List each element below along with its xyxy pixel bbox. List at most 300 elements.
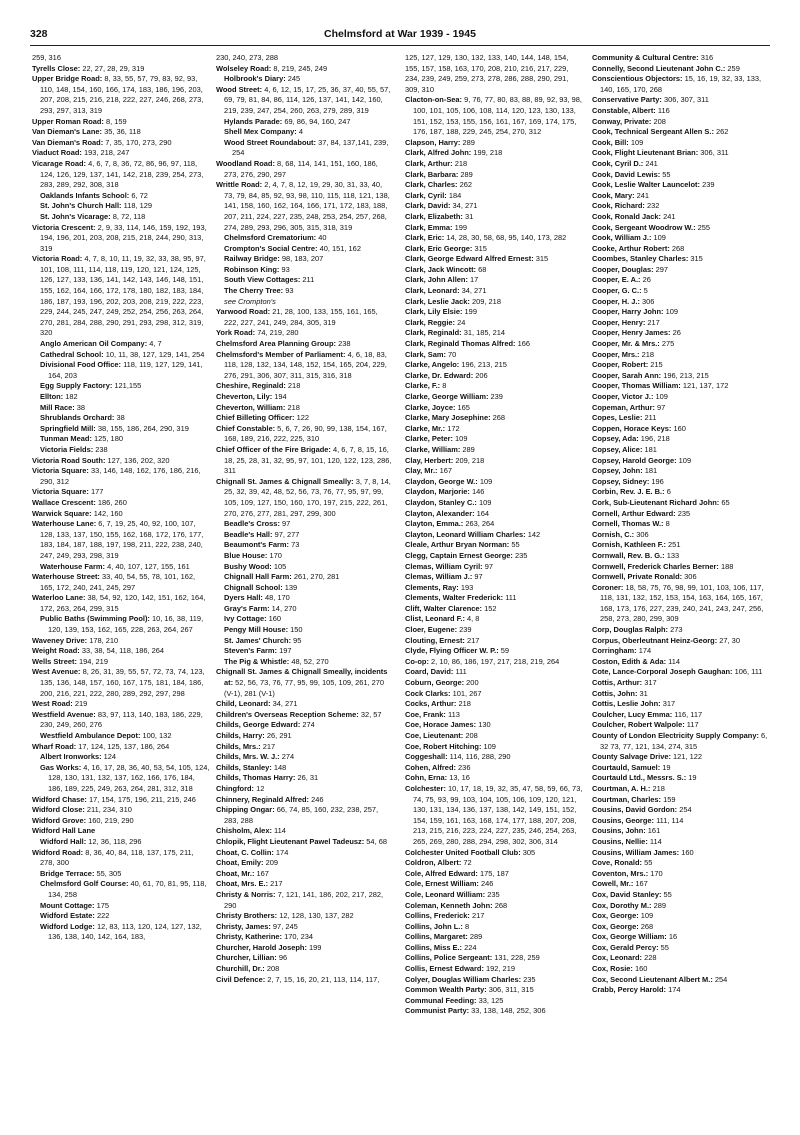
entry-heading: Cox, David Stanley: <box>592 889 662 899</box>
index-entry <box>592 943 774 954</box>
entry-pages: 211 <box>644 413 657 423</box>
entry-pages: 317 <box>662 699 676 709</box>
entry-pages: 35, 36, 118 <box>104 127 141 137</box>
index-subentry <box>32 434 210 445</box>
entry-heading: Van Dieman's Road: <box>32 137 104 147</box>
entry-heading: Widford Grove: <box>32 815 87 825</box>
index-entry <box>592 869 774 880</box>
entry-pages: 194, 219 <box>79 656 108 666</box>
entry-heading: Clark, Reginald Thomas Alfred: <box>405 339 516 349</box>
index-entry <box>405 1006 583 1017</box>
entry-heading: Cornell, Arthur Edward: <box>592 508 676 518</box>
entry-heading: Clemas, William J.: <box>405 572 473 582</box>
index-subentry <box>32 922 210 943</box>
entry-pages: 275 <box>661 339 675 349</box>
entry-pages: 21, 28, 100, 133, 155, 161, 165, 222, 227, 241, 249, 284, 305, 319 <box>224 307 378 327</box>
entry-pages: 27, 30 <box>719 635 740 645</box>
entry-heading: Clark, Jack Wincott: <box>405 264 477 274</box>
entry-heading: Chignall St. James & Chignall Smeally: <box>216 476 354 486</box>
index-entry <box>592 64 774 75</box>
entry-heading: Childs, Stanley: <box>216 762 272 772</box>
entry-pages: 206 <box>475 370 488 380</box>
entry-heading: Cousins, Nellie: <box>592 836 648 846</box>
entry-pages: 200 <box>466 678 479 688</box>
page-number: 328 <box>30 28 48 40</box>
entry-pages: 55 <box>662 169 671 179</box>
entry-heading: Waveney Drive: <box>32 635 88 645</box>
index-entry <box>216 975 394 986</box>
index-subentry <box>216 127 394 138</box>
index-entry <box>592 773 774 784</box>
entry-pages: 8, 68, 114, 141, 151, 160, 186, 273, 276, 290, 297 <box>224 158 378 179</box>
index-entry <box>32 657 210 668</box>
index-entry <box>405 318 583 329</box>
entry-pages: 52, 56, 73, 76, 77, 95, 99, 105, 109, 261, 270 (V-1), 281 (V-1) <box>224 678 385 698</box>
entry-pages: 8, 219, 245, 249 <box>273 63 328 73</box>
index-column-1 <box>32 53 210 943</box>
entry-pages: 4, 6, 7, 8, 15, 16, 18, 25, 28, 31, 32, 95, 97, 101, 120, 122, 123, 286, 311 <box>224 444 392 476</box>
index-entry <box>216 350 394 382</box>
entry-pages: 152 <box>484 603 497 613</box>
entry-pages: 121,155 <box>114 381 142 391</box>
entry-pages: 164 <box>476 508 490 518</box>
entry-pages: 193, 218, 247 <box>83 148 130 158</box>
index-entry <box>592 138 774 149</box>
entry-pages: 33, 125 <box>478 995 504 1005</box>
index-entry <box>592 667 774 678</box>
index-entry <box>592 583 774 625</box>
index-entry <box>32 254 210 339</box>
entry-pages: 239 <box>490 392 503 401</box>
entry-heading: Clayton, Emma.: <box>405 519 464 529</box>
entry-heading: Corringham: <box>592 646 637 656</box>
index-entry <box>216 953 394 964</box>
entry-heading: Van Dieman's Lane: <box>32 127 102 137</box>
index-entry <box>592 424 774 435</box>
entry-heading: Gas Works: <box>40 762 82 772</box>
entry-heading: Claydon, Marjorie: <box>405 487 470 497</box>
entry-heading: Christy Brothers: <box>216 911 278 921</box>
entry-heading: Wharf Road: <box>32 741 77 751</box>
entry-pages: 254 <box>714 974 728 984</box>
entry-heading: Cohen, Alfred: <box>405 762 456 772</box>
index-entry <box>592 328 774 339</box>
entry-pages: 26 <box>672 328 681 338</box>
entry-heading: Cousins, George: <box>592 815 654 825</box>
entry-heading: Widford Close: <box>32 805 85 815</box>
entry-pages: 148 <box>273 762 287 772</box>
entry-heading: Cook, Sergeant Woodrow W.: <box>592 222 696 232</box>
entry-pages: 109 <box>479 497 492 507</box>
entry-heading: Childs, Harry: <box>216 731 265 740</box>
entry-heading: Cooper, Sarah Ann: <box>592 370 662 380</box>
entry-pages: 251 <box>668 540 681 550</box>
entry-heading: Choat, Mrs. E.: <box>216 879 269 889</box>
index-entry <box>216 403 394 414</box>
entry-pages: 12, 128, 130, 137, 282 <box>279 911 354 921</box>
index-continuation <box>216 53 394 64</box>
entry-heading: Coventon, Mrs.: <box>592 868 649 878</box>
index-subentry <box>216 297 394 308</box>
index-entry <box>592 625 774 636</box>
index-entry <box>32 805 210 816</box>
entry-pages: 17, 124, 125, 137, 186, 264 <box>78 741 170 751</box>
index-entry <box>405 657 583 668</box>
index-entry <box>405 159 583 170</box>
index-entry <box>32 223 210 255</box>
index-entry <box>592 223 774 234</box>
entry-pages: 196, 218 <box>640 434 670 444</box>
entry-heading: Coombes, Stanley Charles: <box>592 254 689 264</box>
entry-heading: Corp, Douglas Ralph: <box>592 625 669 635</box>
entry-pages: 165 <box>457 402 470 412</box>
index-entry <box>32 710 210 731</box>
entry-heading: Chignall Hall Farm: <box>224 572 292 582</box>
entry-pages: 181 <box>644 444 657 454</box>
index-entry <box>405 138 583 149</box>
entry-pages: 14, 270 <box>271 603 297 613</box>
entry-heading: Chingford: <box>216 783 255 793</box>
entry-pages: 14, 28, 30, 58, 68, 95, 140, 173, 282 <box>446 233 567 243</box>
entry-pages: 109 <box>665 307 678 317</box>
entry-pages: 238 <box>95 444 108 454</box>
entry-pages: 26, 291 <box>266 731 292 740</box>
entry-heading: Clay, Mr.: <box>405 466 438 476</box>
entry-pages: 101, 267 <box>452 688 482 698</box>
index-entry <box>216 932 394 943</box>
index-entry <box>592 106 774 117</box>
entry-pages: 8, 36, 40, 84, 118, 137, 175, 211, 278, 300 <box>40 847 194 868</box>
index-entry <box>216 85 394 117</box>
index-entry <box>216 328 394 339</box>
entry-pages: 196 <box>651 476 664 486</box>
entry-heading: Railway Bridge: <box>224 254 280 264</box>
entry-heading: Coston, Edith & Ada: <box>592 656 667 666</box>
entry-heading: Widford Hall Lane <box>32 826 96 836</box>
entry-heading: Corbin, Rev. J. E. B.: <box>592 487 665 497</box>
entry-heading: Cove, Ronald: <box>592 858 642 868</box>
entry-pages: 245 <box>287 74 301 84</box>
entry-pages: 8 <box>464 921 470 931</box>
index-entry <box>405 170 583 181</box>
index-subentry <box>32 413 210 424</box>
entry-heading: Cottis, Leslie John: <box>592 699 661 709</box>
index-entry <box>592 265 774 276</box>
index-entry <box>216 413 394 424</box>
index-entry <box>405 180 583 191</box>
entry-pages: 97 <box>282 519 291 529</box>
index-entry <box>405 784 583 848</box>
entry-heading: Victoria Square: <box>32 466 89 476</box>
index-entry <box>216 742 394 753</box>
entry-pages: 118, 119, 127, 129, 141, 164, 203 <box>48 360 203 380</box>
index-subentry <box>216 593 394 604</box>
entry-heading: Cooper, Henry: <box>592 317 646 327</box>
index-entry <box>592 498 774 509</box>
entry-heading: Coppen, Horace Keys: <box>592 423 672 433</box>
entry-pages: 109 <box>640 911 654 921</box>
entry-pages: 263, 264 <box>465 519 495 529</box>
entry-pages: 196, 213, 215 <box>461 360 507 370</box>
entry-heading: Cowell, Mr.: <box>592 879 634 889</box>
entry-pages: 238 <box>338 339 351 349</box>
index-entry <box>405 773 583 784</box>
entry-heading: Cook, Bill: <box>592 137 629 147</box>
index-entry <box>216 710 394 721</box>
index-entry <box>405 223 583 234</box>
entry-pages: 166 <box>517 339 530 349</box>
index-entry <box>592 297 774 308</box>
index-entry <box>405 710 583 721</box>
entry-pages: 306 <box>636 529 649 539</box>
index-subentry <box>216 254 394 265</box>
entry-heading: Crabb, Percy Harold: <box>592 985 666 995</box>
index-entry <box>592 689 774 700</box>
entry-heading: Cook, Cyril D.: <box>592 158 644 168</box>
index-subentry <box>216 646 394 657</box>
index-subentry <box>32 911 210 922</box>
index-column-2 <box>216 53 394 985</box>
index-entry <box>592 339 774 350</box>
index-entry <box>405 572 583 583</box>
entry-pages: 6, 7, 19, 25, 40, 92, 100, 107, 128, 133, 137, 150, 155, 162, 168, 172, 176, 177, 183, 184, 187, 188, 197, 198, 211, 222, 238, 240, 247, 249, 293, 298, 319 <box>40 519 204 560</box>
entry-pages: 33, 146, 148, 162, 176, 186, 216, 290, 312 <box>40 466 201 486</box>
entry-pages: 235 <box>514 550 528 560</box>
index-subentry <box>32 869 210 880</box>
index-entry <box>405 95 583 137</box>
entry-heading: Childs, Mrs. W. J.: <box>216 752 280 762</box>
index-entry <box>405 922 583 933</box>
entry-pages: 199 <box>309 942 322 952</box>
entry-heading: Vicarage Road: <box>32 158 87 168</box>
index-entry <box>592 657 774 668</box>
header-rule <box>30 45 770 46</box>
entry-pages: 232 <box>646 201 660 211</box>
entry-pages: 40, 151, 162 <box>319 243 361 253</box>
entry-heading: Clark, Eric George: <box>405 243 473 253</box>
entry-heading: Child, Leonard: <box>216 699 271 709</box>
entry-pages: 241 <box>636 190 650 200</box>
index-entry <box>32 795 210 806</box>
index-column-4 <box>592 53 774 996</box>
entry-heading: Cornish, C.: <box>592 529 635 539</box>
index-entry <box>592 731 774 752</box>
entry-heading: Courtman, Charles: <box>592 794 662 804</box>
entry-pages: 37, 84, 137,141, 239, 254 <box>232 137 389 158</box>
index-entry <box>405 646 583 657</box>
entry-pages: 3, 7, 8, 14, 25, 32, 39, 42, 48, 52, 56, 73, 76, 77, 95, 97, 99, 105, 109, 127, 150, 160, 170, 197, 215, 222, 261, 270, 276, 277, 281, 297, 299, 300 <box>224 476 391 518</box>
page-header <box>30 28 770 44</box>
running-title: Chelmsford at War 1939 - 1945 <box>324 28 476 40</box>
entry-pages: 192, 219 <box>486 964 515 974</box>
index-entry <box>592 286 774 297</box>
index-entry <box>216 805 394 826</box>
index-subentry <box>216 233 394 244</box>
index-entry <box>592 975 774 986</box>
entry-pages: 8, 33, 55, 57, 79, 83, 92, 93, 110, 148, 154, 160, 166, 174, 183, 186, 196, 203, 207, 208, 215, 216, 218, 222, 227, 246, 268, 273, 293, 297, 313, 319 <box>40 74 204 115</box>
entry-pages: 18, 58, 75, 76, 98, 99, 101, 103, 106, 117, 118, 131, 132, 152, 153, 154, 163, 164, 165, 167, 168, 173, 176, 227, 239, 240, 241, 243, 247, 256, 258, 273, 280, 299, 309 <box>600 582 764 624</box>
index-subentry <box>216 530 394 541</box>
entry-pages: 217 <box>262 741 276 751</box>
entry-pages: 15, 16, 19, 32, 33, 133, 140, 165, 170, 268 <box>600 74 762 94</box>
index-entry <box>592 466 774 477</box>
entry-heading: Cox, George William: <box>592 932 667 942</box>
entry-heading: Egg Supply Factory: <box>40 381 113 391</box>
entry-pages: 26, 31 <box>297 773 319 783</box>
index-entry <box>592 795 774 806</box>
entry-pages: 5 <box>643 286 648 296</box>
entry-pages: 167 <box>439 466 453 476</box>
entry-pages: 133 <box>666 550 680 560</box>
entry-pages: 196, 213, 215 <box>663 370 709 380</box>
entry-pages: 6 <box>666 487 671 497</box>
entry-pages: 139 <box>284 582 298 592</box>
index-entry <box>405 392 583 403</box>
index-entry <box>405 297 583 308</box>
entry-pages: 97 <box>484 561 493 571</box>
index-entry <box>405 953 583 964</box>
entry-heading: Clark, Sam: <box>405 349 446 359</box>
index-entry <box>405 848 583 859</box>
entry-heading: Clemas, William Cyril: <box>405 561 483 571</box>
index-entry <box>405 403 583 414</box>
entry-pages: 159 <box>663 794 676 804</box>
index-subentry <box>32 614 210 635</box>
entry-heading: Cooper, G. C.: <box>592 286 642 296</box>
index-entry <box>592 413 774 424</box>
entry-pages: 24 <box>457 317 466 327</box>
entry-heading: Wallace Crescent: <box>32 497 96 507</box>
entry-heading: Clements, Walter Frederick: <box>405 593 504 603</box>
entry-pages: 8, 26, 31, 39, 55, 57, 72, 73, 74, 123, 135, 136, 148, 157, 160, 167, 175, 181, 184, 186, 200, 216, 221, 222, 280, 289, 292, 297, 298 <box>40 667 205 698</box>
index-entry <box>592 879 774 890</box>
entry-pages: 255 <box>697 222 711 232</box>
entry-pages: 118, 129 <box>123 201 153 211</box>
index-subentry <box>216 265 394 276</box>
entry-pages: 22, 27, 28, 29, 319 <box>82 63 145 73</box>
index-column-3 <box>405 53 583 1017</box>
entry-heading: Shell Mex Company: <box>224 127 297 137</box>
index-subentry <box>216 244 394 255</box>
index-entry <box>592 763 774 774</box>
entry-pages: 33, 40, 54, 55, 78, 101, 162, 165, 172, 240, 241, 245, 297 <box>40 572 196 592</box>
entry-heading: Westfield Avenue: <box>32 709 96 719</box>
entry-heading: Chelmsford Area Planning Group: <box>216 339 336 349</box>
index-entry <box>216 159 394 180</box>
entry-heading: Chelmsford Golf Course: <box>40 879 129 889</box>
entry-pages: 19 <box>662 762 671 772</box>
index-entry <box>405 540 583 551</box>
entry-pages: 55 <box>663 889 672 899</box>
entry-pages: 111 <box>455 667 467 677</box>
entry-pages: 4, 16, 17, 28, 36, 40, 53, 54, 105, 124, 128, 130, 131, 132, 137, 162, 166, 176, 184, 186, 189, 225, 249, 263, 264, 281, 312, 318 <box>48 762 210 793</box>
entry-heading: Childs, George Edward: <box>216 720 301 730</box>
index-entry <box>216 890 394 911</box>
entry-heading: Constable, Albert: <box>592 105 656 115</box>
index-entry <box>592 434 774 445</box>
entry-pages: 259, 316 <box>32 53 61 62</box>
entry-heading: Communal Feeding: <box>405 995 477 1005</box>
entry-pages: 31, 185, 214 <box>463 328 506 338</box>
entry-heading: Cooper, Henry James: <box>592 328 671 338</box>
entry-heading: Cox, Gerald Percy: <box>592 942 659 952</box>
index-entry <box>405 381 583 392</box>
entry-pages: 4, 7, 8, 10, 11, 19, 32, 33, 38, 95, 97, 101, 108, 111, 114, 118, 119, 120, 121, 124, 125, 126, 127, 133, 136, 141, 142, 143, 146, 148, 151, 155, 162, 164, 166, 172, 178, 180, 182, 183, 184, 186, 187, 193, 196, 202, 203, 208, 219, 222, 223, 229, 244, 245, 247, 249, 252, 254, 256, 263, 264, 270, 281, 284, 288, 290, 291, 293, 298, 312, 319, 320 <box>40 254 206 338</box>
entry-heading: Clark, Reggie: <box>405 317 456 327</box>
entry-heading: Clark, Cyril: <box>405 190 447 200</box>
index-subentry <box>32 837 210 848</box>
entry-heading: Choat, Emily: <box>216 858 264 868</box>
entry-heading: Collins, Margaret: <box>405 932 468 942</box>
entry-heading: Cottis, Arthur: <box>592 678 643 688</box>
entry-heading: Bridge Terrace: <box>40 868 95 878</box>
index-entry <box>405 307 583 318</box>
entry-heading: Clark, Charles: <box>405 180 458 190</box>
index-entry <box>216 911 394 922</box>
entry-pages: 16 <box>668 932 678 942</box>
index-entry <box>405 667 583 678</box>
index-entry <box>592 848 774 859</box>
entry-pages: 8, 159 <box>105 116 127 126</box>
entry-heading: Waterloo Lane: <box>32 593 86 603</box>
index-entry <box>405 625 583 636</box>
index-entry <box>592 985 774 996</box>
index-entry <box>405 731 583 742</box>
entry-heading: Cook, Ronald Jack: <box>592 211 662 221</box>
entry-pages: 268 <box>494 900 508 910</box>
entry-pages: 7, 121, 141, 186, 202, 217, 282, 290 <box>224 889 384 910</box>
entry-pages: 218 <box>287 402 300 412</box>
entry-pages: 105 <box>273 561 287 571</box>
entry-heading: Viaduct Road: <box>32 148 82 158</box>
entry-heading: Albert Ironworks: <box>40 752 102 762</box>
index-entry <box>592 318 774 329</box>
entry-heading: Victoria Fields: <box>40 444 94 454</box>
entry-pages: 38 <box>76 402 86 412</box>
index-entry <box>405 233 583 244</box>
entry-heading: Chisholm, Alex: <box>216 826 272 836</box>
entry-heading: Mill Race: <box>40 402 75 412</box>
entry-heading: Conscientious Objectors: <box>592 74 683 84</box>
index-entry <box>592 953 774 964</box>
entry-heading: Chignall St. James & Chignall Smeally, incidents at: <box>216 667 388 688</box>
entry-heading: Upper Bridge Road: <box>32 74 103 84</box>
index-entry <box>405 434 583 445</box>
entry-heading: Community & Cultural Centre: <box>592 53 699 62</box>
index-entry <box>216 943 394 954</box>
index-entry <box>405 487 583 498</box>
index-entry <box>592 487 774 498</box>
entry-pages: 4, 6, 18, 83, 118, 128, 132, 134, 148, 152, 154, 165, 204, 229, 276, 291, 306, 307, 311, 315, 316, 318 <box>224 349 387 380</box>
index-entry <box>592 551 774 562</box>
entry-heading: Widford Chase: <box>32 794 87 804</box>
entry-pages: 48, 170 <box>264 593 290 603</box>
index-entry <box>592 530 774 541</box>
index-entry <box>592 371 774 382</box>
entry-pages: 160 <box>635 964 648 974</box>
index-entry <box>592 710 774 721</box>
entry-heading: Cox, George: <box>592 921 639 931</box>
entry-pages: 306, 311, 315 <box>488 985 534 995</box>
index-entry <box>405 360 583 371</box>
index-entry <box>32 593 210 614</box>
index-entry <box>592 381 774 392</box>
entry-heading: The Cherry Tree: <box>224 286 284 296</box>
entry-heading: Collins, Frederick: <box>405 911 470 921</box>
entry-heading: Woodland Road: <box>216 158 275 168</box>
entry-pages: 12 <box>256 783 265 793</box>
entry-heading: Chlopik, Flight Lieutenant Pawel Tadeusz: <box>216 836 365 846</box>
